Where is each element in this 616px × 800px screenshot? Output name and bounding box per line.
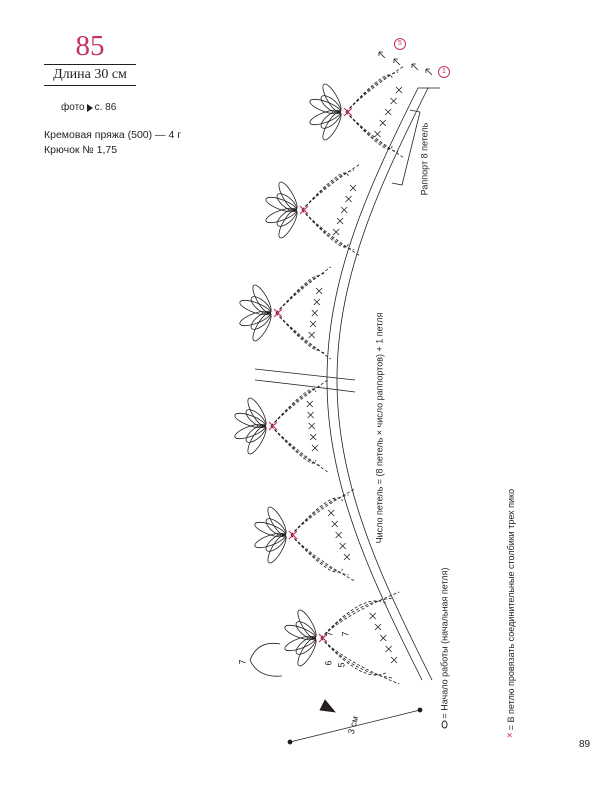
picot-petal (308, 107, 341, 127)
side-arc (250, 643, 280, 660)
picot-petal (263, 531, 288, 554)
chain-arch (276, 276, 319, 313)
single-crochet-mark (314, 299, 320, 305)
picot-petal (243, 422, 268, 445)
picot-petal (283, 622, 316, 642)
single-crochet-mark (328, 510, 334, 516)
chain-arch (321, 638, 387, 675)
picot-petal (274, 191, 299, 214)
picot-petal (248, 309, 273, 332)
picot-petal (274, 206, 299, 229)
chain-arch (321, 638, 393, 678)
single-crochet-mark (374, 131, 380, 137)
side-number: 6 (323, 660, 334, 666)
pattern-number: 85 (75, 30, 105, 62)
single-crochet-mark (312, 310, 318, 316)
chain-arch (271, 386, 322, 426)
picot-petal (264, 205, 297, 225)
single-crochet-mark (375, 624, 381, 630)
single-crochet-mark (350, 185, 356, 191)
single-crochet-mark (386, 646, 392, 652)
chain-arch (302, 173, 348, 210)
picot-petal (318, 108, 343, 131)
dimension-end (288, 740, 292, 744)
page-number: 89 (579, 739, 591, 750)
single-crochet-mark (333, 229, 339, 235)
single-crochet-mark (336, 532, 342, 538)
chain-arch (291, 535, 343, 572)
chain-arch (291, 535, 349, 575)
chain-arch (346, 112, 392, 149)
picot-cross-icon: × (505, 732, 517, 739)
side-number: 5 (336, 662, 347, 668)
chain-arch (346, 112, 398, 152)
direction-arrow-icon (394, 59, 400, 65)
picot-petal (238, 308, 271, 328)
single-crochet-mark (346, 196, 352, 202)
single-crochet-mark (310, 434, 316, 440)
single-crochet-mark (344, 554, 350, 560)
single-crochet-mark (332, 521, 338, 527)
chain-arch (302, 164, 360, 210)
picot-petal (253, 519, 286, 539)
chain-arch (276, 313, 325, 353)
row-number-5: 5 (394, 38, 406, 50)
chain-arch (302, 210, 354, 250)
picot-petal (248, 294, 273, 317)
hook-info: Крючок № 1,75 (44, 144, 118, 156)
picot-petal (243, 407, 268, 430)
chain-arch (276, 313, 319, 350)
start-loop-icon (442, 721, 448, 729)
break-line (255, 369, 355, 380)
picot-petal (293, 619, 318, 642)
chain-arch (271, 426, 322, 466)
yarn-info: Кремовая пряжа (500) — 4 г (44, 129, 182, 141)
picot-petal (293, 634, 318, 657)
single-crochet-mark (341, 207, 347, 213)
single-crochet-mark (309, 332, 315, 338)
side-number: 7 (237, 659, 248, 665)
single-crochet-mark (370, 613, 376, 619)
break-line (255, 380, 355, 392)
picot-join-mark (300, 206, 308, 214)
chain-arch (271, 389, 316, 426)
chain-arch (291, 498, 343, 535)
single-crochet-mark (309, 423, 315, 429)
single-crochet-mark (380, 120, 386, 126)
chain-arch (346, 66, 404, 112)
side-number: 7 (324, 631, 335, 637)
repeat-label: Раппорт 8 петель (419, 122, 430, 196)
row-number-1: 1 (438, 66, 450, 78)
chain-arch (271, 426, 316, 463)
picot-join-mark (289, 531, 297, 539)
picot-petal (263, 516, 288, 539)
picot-petal (264, 194, 297, 214)
single-crochet-mark (310, 321, 316, 327)
dimension-end (418, 708, 422, 712)
chain-arch (346, 72, 398, 112)
pattern-length: Длина 30 см (53, 67, 127, 82)
picot-petal (253, 530, 286, 550)
chain-arch (302, 210, 360, 256)
start-arrow-icon (320, 700, 335, 712)
photo-label: фото (61, 102, 85, 113)
single-crochet-mark (340, 543, 346, 549)
direction-arrow-icon (412, 64, 418, 70)
side-arc (250, 660, 282, 676)
single-crochet-mark (308, 412, 314, 418)
chain-arch (291, 495, 349, 535)
legend-picot: × = В петлю провязать соединительные столбики трех пико (505, 488, 517, 739)
single-crochet-mark (337, 218, 343, 224)
single-crochet-mark (396, 87, 402, 93)
picot-petal (233, 410, 266, 430)
direction-arrow-icon (379, 52, 385, 58)
picot-petal (308, 96, 341, 116)
picot-join-mark (344, 108, 352, 116)
single-crochet-mark (380, 635, 386, 641)
single-crochet-mark (307, 401, 313, 407)
picot-petal (238, 297, 271, 317)
picot-petal (233, 421, 266, 441)
repeat-bracket (392, 110, 420, 185)
chain-count-formula: Число петель = (8 петель × число раппортов) + 1 петля (374, 312, 385, 544)
single-crochet-mark (385, 109, 391, 115)
picot-petal (283, 633, 316, 653)
single-crochet-mark (312, 445, 318, 451)
chain-arch (302, 170, 354, 210)
chain-arch (302, 210, 348, 247)
picot-join-mark (269, 422, 277, 430)
size-label: 3 см (345, 714, 361, 736)
photo-page: с. 86 (94, 102, 117, 113)
single-crochet-mark (391, 657, 397, 663)
legend-start: = Начало работы (начальная петля) (440, 567, 450, 728)
picot-join-mark (274, 309, 282, 317)
single-crochet-mark (316, 288, 322, 294)
single-crochet-mark (391, 98, 397, 104)
chain-arch (346, 75, 392, 112)
direction-arrow-icon (426, 69, 432, 75)
picot-petal (318, 93, 343, 116)
side-number: 7 (340, 631, 351, 637)
